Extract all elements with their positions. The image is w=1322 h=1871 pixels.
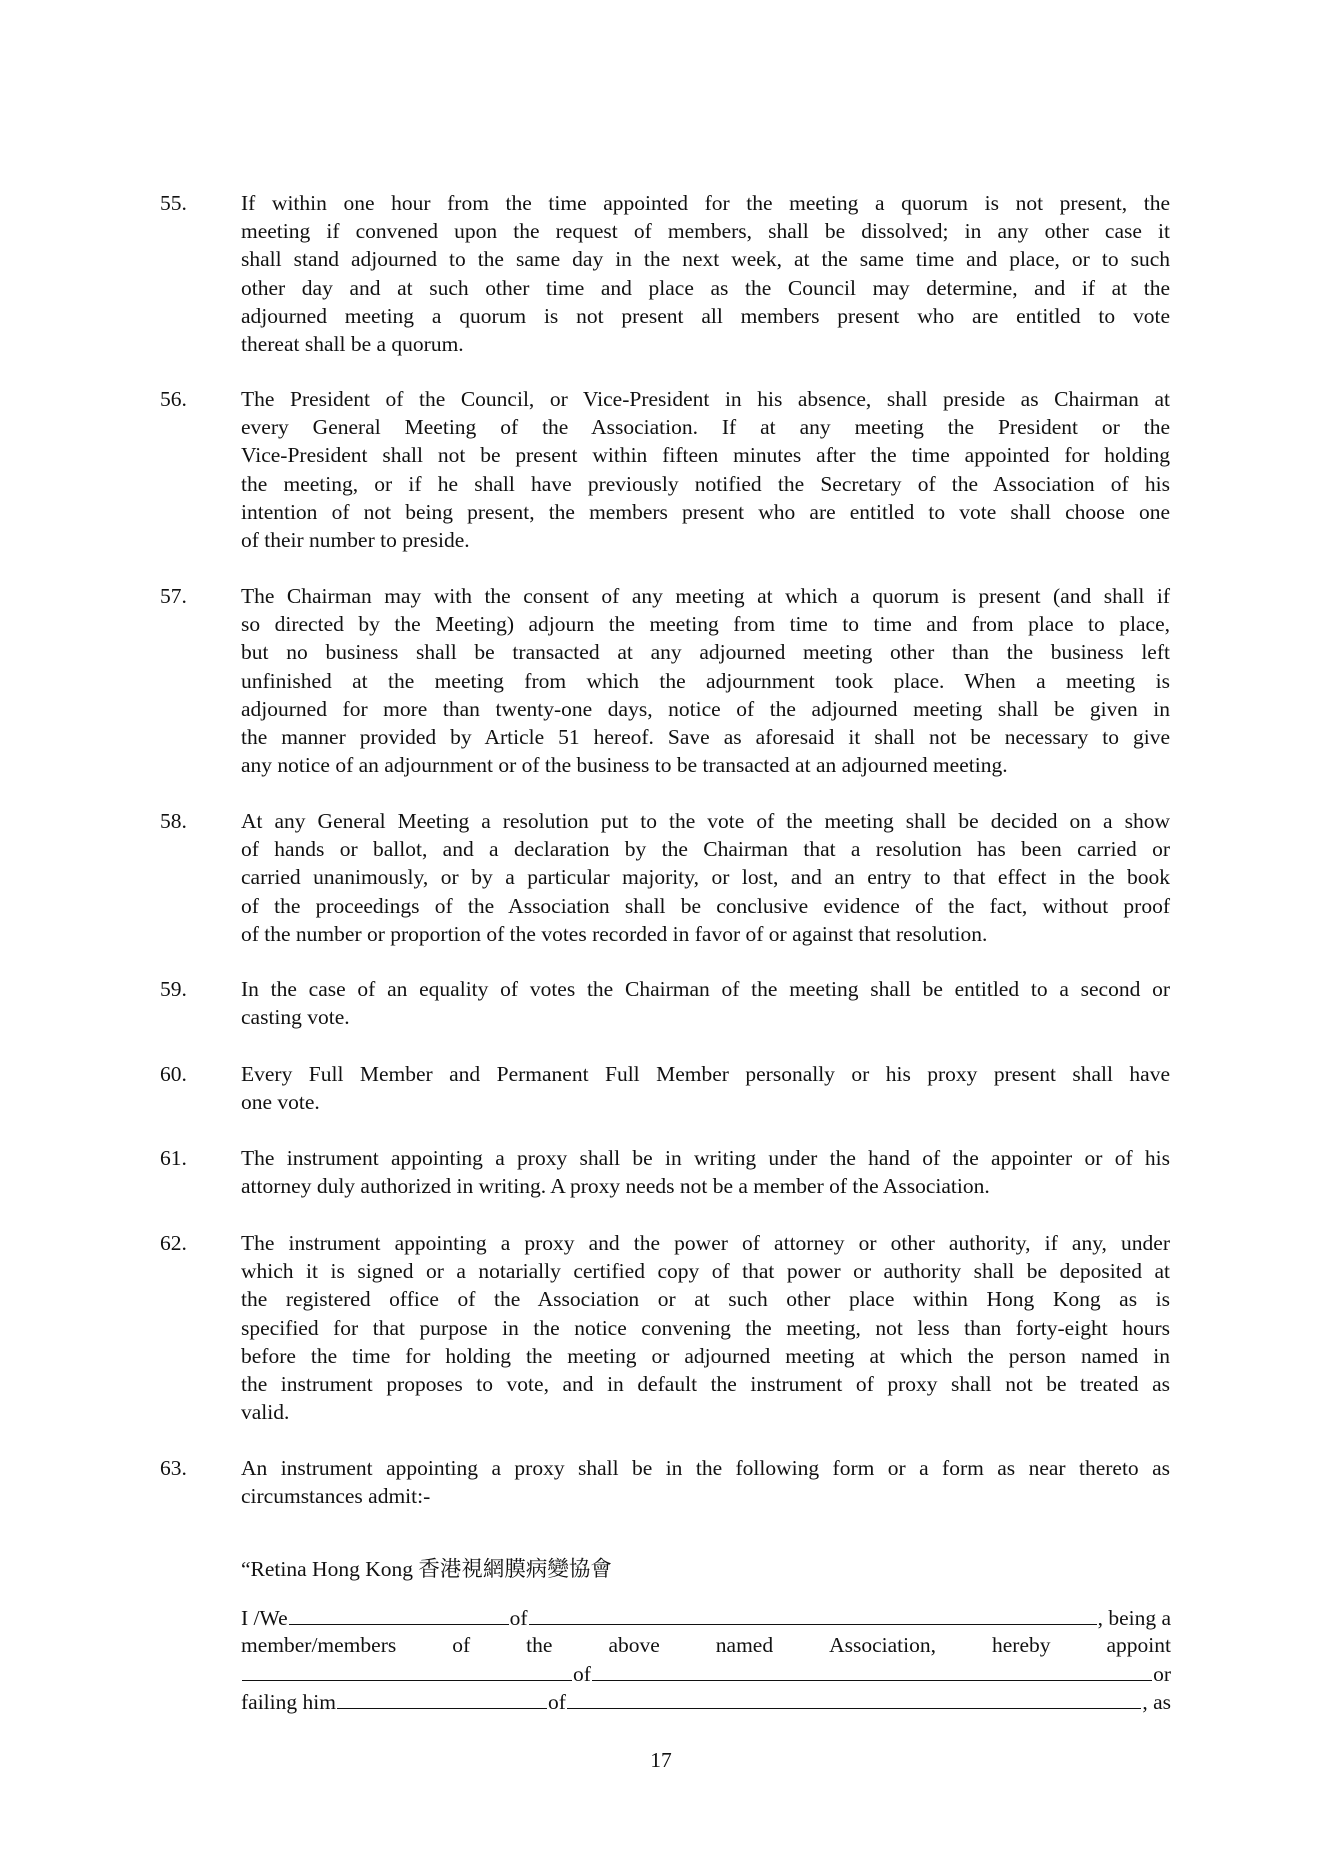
article-number: 63. <box>160 1456 187 1480</box>
text-line: The instrument appointing a proxy and the power of attorney or other authority, if any, under <box>241 1231 1170 1255</box>
article-number: 60. <box>160 1062 187 1086</box>
form-word: Association, <box>829 1633 936 1657</box>
text-line: adjourned meeting a quorum is not present all members present who are entitled to vote <box>241 303 1170 328</box>
text-line: one vote. <box>241 1090 320 1115</box>
text-line: so directed by the Meeting) adjourn the meeting from time to time and from place to place, <box>241 612 1170 637</box>
text-line: of the number or proportion of the votes recorded in favor of or against that resolution. <box>241 921 988 946</box>
article-number: 61. <box>160 1146 187 1170</box>
text-line: At any General Meeting a resolution put to the vote of the meeting shall be decided on a show <box>241 809 1170 833</box>
text-line: any notice of an adjournment or of the business to be transacted at an adjourned meeting. <box>241 753 1008 778</box>
text-line: meeting if convened upon the request of members, shall be dissolved; in any other case it <box>241 219 1170 244</box>
text-line: valid. <box>241 1400 290 1425</box>
text-line: but no business shall be transacted at any adjourned meeting other than the business left <box>241 640 1170 665</box>
text-line: carried unanimously, or by a particular majority, or lost, and an entry to that effect in the book <box>241 865 1170 890</box>
proxy-form-line-3 <box>241 1659 1171 1688</box>
proxy-name-blank-field[interactable] <box>242 1659 572 1681</box>
text-line: of their number to preside. <box>241 528 470 553</box>
text-line: In the case of an equality of votes the Chairman of the meeting shall be entitled to a second or <box>241 977 1170 1001</box>
article-number: 55. <box>160 191 187 215</box>
text-line: every General Meeting of the Association. If at any meeting the President or the <box>241 415 1170 440</box>
article-text <box>241 1229 1170 1426</box>
text-line: the instrument proposes to vote, and in default the instrument of proxy shall not be treated as <box>241 1372 1170 1397</box>
alternate-proxy-name-blank-field[interactable] <box>337 1687 547 1709</box>
text-line: The instrument appointing a proxy shall be in writing under the hand of the appointer or of his <box>241 1146 1170 1170</box>
text-line: the registered office of the Association or at such other place within Hong Kong as is <box>241 1287 1170 1312</box>
form-word: above <box>608 1633 660 1657</box>
form-label: of <box>547 1690 566 1714</box>
article-text <box>241 1060 1170 1116</box>
form-word: appoint <box>1106 1633 1171 1657</box>
form-label: , being a <box>1097 1606 1171 1630</box>
text-line: adjourned for more than twenty-one days, notice of the adjourned meeting shall be given in <box>241 696 1170 721</box>
proxy-form-line-2 <box>241 1631 1171 1659</box>
article-text <box>241 975 1170 1031</box>
text-line: other day and at such other time and place as the Council may determine, and if at the <box>241 275 1170 300</box>
article-number: 56. <box>160 387 187 411</box>
text-line: specified for that purpose in the notice convening the meeting, not less than forty-eight hours <box>241 1315 1170 1340</box>
article-number: 58. <box>160 809 187 833</box>
form-label: failing him <box>241 1690 336 1714</box>
text-line: The Chairman may with the consent of any meeting at which a quorum is present (and shall if <box>241 584 1170 608</box>
text-line: If within one hour from the time appointed for the meeting a quorum is not present, the <box>241 191 1170 215</box>
proxy-form-title: “Retina Hong Kong 香港視網膜病變協會 <box>241 1557 612 1581</box>
article-text <box>241 807 1170 948</box>
form-word: hereby <box>992 1633 1051 1657</box>
text-line: the manner provided by Article 51 hereof. Save as aforesaid it shall not be necessary to give <box>241 725 1170 750</box>
name-blank-field[interactable] <box>289 1603 509 1625</box>
text-line: which it is signed or a notarially certified copy of that power or authority shall be deposited at <box>241 1259 1170 1284</box>
form-word: named <box>715 1633 774 1657</box>
article-text <box>241 189 1170 358</box>
article-text <box>241 385 1170 554</box>
text-line: unfinished at the meeting from which the adjournment took place. When a meeting is <box>241 668 1170 693</box>
form-label: , as <box>1142 1690 1171 1714</box>
text-line: An instrument appointing a proxy shall be in the following form or a form as near thereto as <box>241 1456 1170 1480</box>
article-number: 62. <box>160 1231 187 1255</box>
proxy-form-line-4 <box>241 1687 1171 1716</box>
form-label: I /We <box>241 1606 288 1630</box>
alternate-proxy-address-blank-field[interactable] <box>567 1687 1141 1709</box>
form-label: of <box>573 1662 591 1686</box>
text-line: casting vote. <box>241 1005 350 1030</box>
form-word: of <box>452 1633 471 1657</box>
text-line: The President of the Council, or Vice-President in his absence, shall preside as Chairman at <box>241 387 1170 411</box>
text-line: the meeting, or if he shall have previously notified the Secretary of the Association of his <box>241 471 1170 496</box>
article-number: 59. <box>160 977 187 1001</box>
proxy-form-line-1 <box>241 1603 1171 1632</box>
article-number: 57. <box>160 584 187 608</box>
article-text <box>241 1144 1170 1200</box>
text-line: of hands or ballot, and a declaration by the Chairman that a resolution has been carried or <box>241 837 1170 862</box>
text-line: thereat shall be a quorum. <box>241 332 464 357</box>
article-text <box>241 582 1170 779</box>
text-line: intention of not being present, the members present who are entitled to vote shall choose one <box>241 499 1170 524</box>
form-word: the <box>526 1633 553 1657</box>
text-line: shall stand adjourned to the same day in the next week, at the same time and place, or to such <box>241 247 1170 272</box>
article-text <box>241 1454 1170 1510</box>
page-number: 17 <box>650 1748 672 1772</box>
text-line: Every Full Member and Permanent Full Member personally or his proxy present shall have <box>241 1062 1170 1086</box>
text-line: attorney duly authorized in writing. A proxy needs not be a member of the Association. <box>241 1174 990 1199</box>
text-line: of the proceedings of the Association shall be conclusive evidence of the fact, without proof <box>241 893 1170 918</box>
form-label: of <box>509 1606 528 1630</box>
text-line: circumstances admit:- <box>241 1484 431 1509</box>
form-label: or <box>1153 1662 1171 1686</box>
text-line: Vice-President shall not be present within fifteen minutes after the time appointed for holding <box>241 443 1170 468</box>
proxy-address-blank-field[interactable] <box>592 1659 1152 1681</box>
address-blank-field[interactable] <box>529 1603 1097 1625</box>
form-word: member/members <box>241 1633 397 1657</box>
text-line: before the time for holding the meeting or adjourned meeting at which the person named in <box>241 1343 1170 1368</box>
